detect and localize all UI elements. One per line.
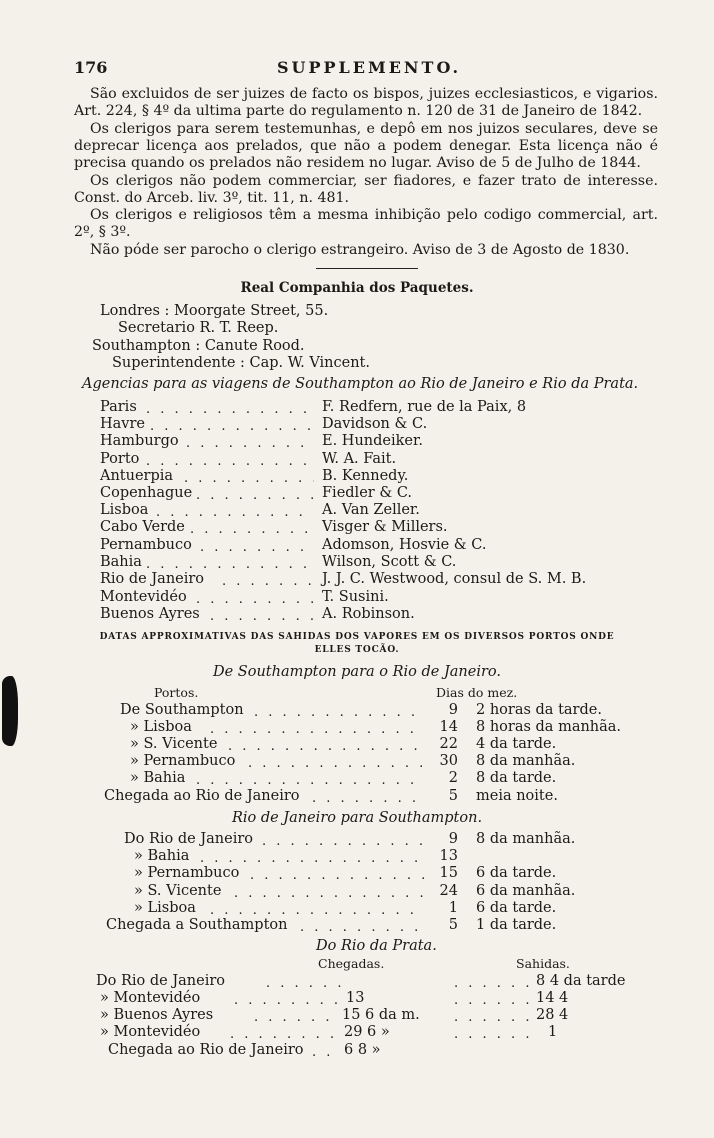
route1-col-ports: Portos. (154, 685, 199, 700)
dot-leader (300, 920, 424, 934)
agency-name: F. Redfern, rue de la Paix, 8 (322, 399, 527, 415)
route1-title: De Southampton para o Rio de Janeiro. (212, 664, 501, 680)
route-time: 8 horas da manhãa. (476, 719, 622, 735)
route-departure: 1 (548, 1024, 558, 1040)
agency-name: Fiedler & C. (322, 485, 413, 501)
route-time: 8 da manhãa. (476, 831, 576, 847)
route-day: 30 (439, 753, 458, 769)
agency-city: Buenos Ayres (100, 606, 200, 622)
route-departure: 14 4 (536, 990, 569, 1006)
agency-city: Cabo Verde (100, 519, 185, 535)
agency-name: Adomson, Hosvie & C. (322, 537, 487, 553)
dot-leader (210, 722, 424, 736)
route-arrival: 13 (346, 990, 365, 1006)
route-port: De Southampton (120, 702, 244, 718)
dot-leader (454, 976, 534, 990)
dot-leader (262, 834, 424, 848)
route-time: 6 da tarde. (476, 865, 557, 881)
company-secretary: Secretario R. T. Reep. (118, 320, 279, 336)
company-superintendent: Superintendente : Cap. W. Vincent. (112, 355, 370, 371)
route-day: 13 (439, 848, 458, 864)
route-port: » Pernambuco (134, 865, 240, 881)
route-day: 9 (448, 831, 458, 847)
route-port: Do Rio de Janeiro (124, 831, 254, 847)
dot-leader (312, 1045, 340, 1059)
dot-leader (250, 868, 424, 882)
route-time: 8 da manhãa. (476, 753, 576, 769)
agency-name: Davidson & C. (322, 416, 428, 432)
route-port: » S. Vicente (130, 736, 218, 752)
dot-leader (248, 756, 424, 770)
route-arrival: 29 6 » (344, 1024, 390, 1040)
agency-city: Montevidéo (100, 589, 187, 605)
paragraph-2: Os clerigos para serem testemunhas, e depô em nos juizos seculares, deve se deprecar licença aos prelados, que não a podem denegar. Esta licença não é precisa quando os prelados não residem no lugar. Aviso de 5 de Julho de 1844. (74, 121, 658, 172)
route-port: Chegada ao Rio de Janeiro (104, 788, 300, 804)
route-port: » S. Vicente (134, 883, 222, 899)
page-title: SUPPLEMENTO. (276, 58, 462, 77)
route-time: meia noite. (476, 788, 558, 804)
agency-city: Copenhague (100, 485, 193, 501)
page-header (74, 58, 664, 80)
dot-leader (266, 976, 346, 990)
agency-city: Pernambuco (100, 537, 192, 553)
dot-leader (312, 791, 424, 805)
agency-city: Antuerpia (100, 468, 174, 484)
dot-leader (254, 705, 424, 719)
dot-leader (210, 609, 314, 623)
agency-city: Lisboa (100, 502, 149, 518)
route3-col-arrivals: Chegadas. (318, 956, 385, 971)
agency-city: Havre (100, 416, 145, 432)
route-day: 14 (439, 719, 458, 735)
route-port: » Buenos Ayres (100, 1007, 214, 1023)
paragraph-5: Não póde ser parocho o clerigo estrangeiro. Aviso de 3 de Agosto de 1830. (90, 242, 630, 258)
route-port: » Montevidéo (100, 990, 201, 1006)
agency-name: T. Susini. (322, 589, 389, 605)
agency-name: A. Van Zeller. (322, 502, 420, 518)
paragraph-1: São excluidos de ser juizes de facto os bispos, juizes ecclesiasticos, e vigarios. Art. 224, § 4º da ultima parte do regulamento n. 120 de 31 de Janeiro de 1842. (74, 86, 658, 120)
route-day: 24 (439, 883, 458, 899)
route-time: 8 da tarde. (476, 770, 557, 786)
route-port: » Bahia (134, 848, 190, 864)
dot-leader (196, 592, 314, 606)
paragraph-4: Os clerigos e religiosos têm a mesma inhibição pelo codigo commercial, art. 2º, § 3º. (74, 207, 658, 241)
agency-name: Wilson, Scott & C. (322, 554, 457, 570)
route-day: 22 (439, 736, 458, 752)
route3-col-departures: Sahidas. (516, 956, 570, 971)
dot-leader (150, 419, 314, 433)
agency-name: Visger & Millers. (322, 519, 448, 535)
route1-col-days: Dias do mez. (436, 685, 518, 700)
agency-name: A. Robinson. (322, 606, 415, 622)
route-time: 4 da tarde. (476, 736, 557, 752)
dot-leader (228, 739, 424, 753)
dot-leader (186, 436, 314, 450)
dot-leader (184, 471, 314, 485)
dot-leader (210, 903, 424, 917)
agency-name: W. A. Fait. (322, 451, 397, 467)
route-time: 1 da tarde. (476, 917, 557, 933)
route-port: Chegada ao Rio de Janeiro (108, 1042, 304, 1058)
route-day: 1 (448, 900, 458, 916)
agency-city: Hamburgo (100, 433, 179, 449)
route-time: 6 da manhãa. (476, 883, 576, 899)
agency-name: J. J. C. Westwood, consul de S. M. B. (322, 571, 587, 587)
route-port: Chegada a Southampton (106, 917, 288, 933)
route-port: » Pernambuco (130, 753, 236, 769)
dot-leader (146, 454, 314, 468)
route-port: » Montevidéo (100, 1024, 201, 1040)
company-southampton: Southampton : Canute Rood. (92, 338, 305, 354)
agency-city: Bahia (100, 554, 142, 570)
route3-title: Do Rio da Prata. (316, 938, 437, 954)
dates-heading-line1: DATAS APPROXIMATIVAS DAS SAHIDAS DOS VAPORES EM OS DIVERSOS PORTOS ONDE (99, 632, 615, 642)
dot-leader (222, 574, 314, 588)
dot-leader (454, 1010, 534, 1024)
dot-leader (200, 540, 314, 554)
dates-heading-line2: ELLES TOCÃO. (314, 645, 400, 655)
route-day: 5 (448, 917, 458, 933)
page-number: 176 (74, 58, 108, 77)
route2-title: Rio de Janeiro para Southampton. (231, 810, 483, 826)
route-port: » Lisboa (130, 719, 192, 735)
route-day: 2 (448, 770, 458, 786)
agency-name: E. Hundeiker. (322, 433, 423, 449)
route-time: 2 horas da tarde. (476, 702, 602, 718)
dot-leader (200, 851, 424, 865)
route-departure: 8 4 da tarde (536, 973, 626, 989)
route-port: » Bahia (130, 770, 186, 786)
paragraph-3: Os clerigos não podem commerciar, ser fiadores, e fazer trato de interesse. Const. do Arceb. liv. 3º, tit. 11, n. 481. (74, 173, 658, 207)
route-port: Do Rio de Janeiro (96, 973, 226, 989)
route-arrival: 6 8 » (344, 1042, 381, 1058)
agency-name: B. Kennedy. (322, 468, 409, 484)
agency-city: Rio de Janeiro (100, 571, 205, 587)
dot-leader (196, 488, 314, 502)
dot-leader (254, 1010, 340, 1024)
route-day: 15 (439, 865, 458, 881)
agency-city: Paris (100, 399, 137, 415)
dot-leader (196, 773, 424, 787)
dot-leader (454, 1027, 534, 1041)
route-departure: 28 4 (536, 1007, 569, 1023)
dot-leader (234, 886, 424, 900)
section-divider (316, 268, 418, 269)
route-arrival: 15 6 da m. (342, 1007, 420, 1023)
agencies-heading: Agencias para as viagens de Southampton ao Rio de Janeiro e Rio da Prata. (82, 376, 639, 392)
route-time: 6 da tarde. (476, 900, 557, 916)
route-day: 9 (448, 702, 458, 718)
route-port: » Lisboa (134, 900, 196, 916)
company-london: Londres : Moorgate Street, 55. (100, 303, 329, 319)
dot-leader (156, 505, 314, 519)
dot-leader (230, 1027, 340, 1041)
dot-leader (190, 522, 314, 536)
ink-blot (2, 676, 18, 746)
dot-leader (454, 993, 534, 1007)
company-title: Real Companhia dos Paquetes. (240, 280, 474, 296)
dot-leader (146, 402, 314, 416)
dot-leader (234, 993, 340, 1007)
agency-city: Porto (100, 451, 140, 467)
route-day: 5 (448, 788, 458, 804)
dot-leader (146, 557, 314, 571)
